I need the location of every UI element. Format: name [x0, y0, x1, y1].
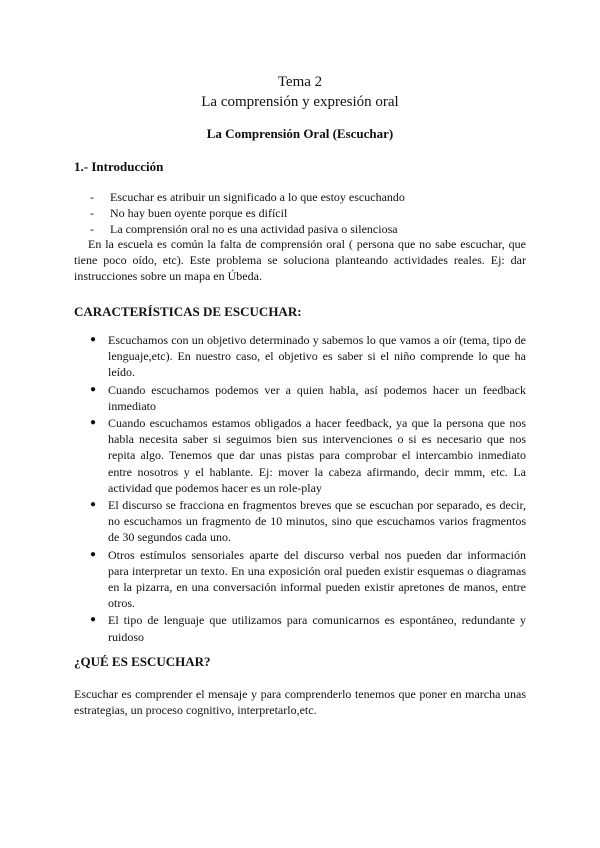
- list-item: [89, 612, 526, 644]
- list-item: [89, 332, 526, 381]
- caracteristicas-list: [89, 332, 526, 646]
- list-item-text: Cuando escuchamos estamos obligados a hacer feedback, ya que la persona que nos habla necesita saber si seguimos bien sus intervenciones o si es necesario que nos repita algo. Tenemos que dar unas pistas para comprobar el intercambio inmediato entre nosotros y el hablante. Ej: mover la cabeza afirmando, decir mmm, etc. La actividad que podemos hacer es un role-play: [108, 416, 526, 495]
- bullet-icon: ●: [90, 383, 97, 395]
- bullet-icon: ●: [90, 417, 97, 429]
- dash-item: - Escuchar es atribuir un significado a lo que estoy escuchando: [90, 189, 530, 205]
- list-item: [89, 497, 526, 546]
- list-item-text: Escuchamos con un objetivo determinado y sabemos lo que vamos a oír (tema, tipo de lenguaje,etc). En nuestro caso, el objetivo es saber si el niño comprende lo que ha leído.: [108, 333, 526, 380]
- caracteristicas-heading: CARACTERÍSTICAS DE ESCUCHAR:: [74, 304, 302, 319]
- document-title: La comprensión y expresión oral: [201, 94, 399, 110]
- list-item-text: Otros estímulos sensoriales aparte del discurso verbal nos pueden dar información para interpretar un texto. En una exposición oral pueden existir esquemas o diagramas en la pizarra, en una conversación informal pueden existir apretones de manos, entre otros.: [108, 547, 526, 611]
- list-item-text: El tipo de lenguaje que utilizamos para comunicarnos es espontáneo, redundante y ruidoso: [108, 613, 526, 644]
- list-item: [89, 415, 526, 496]
- topic-number: Tema 2: [277, 74, 323, 90]
- bullet-icon: ●: [90, 499, 97, 511]
- que-es-heading: ¿QUÉ ES ESCUCHAR?: [74, 654, 211, 669]
- dash-item: - No hay buen oyente porque es difícil: [90, 205, 530, 221]
- list-item: [89, 547, 526, 612]
- section-subtitle: La Comprensión Oral (Escuchar): [206, 126, 394, 141]
- list-item-text: El discurso se fracciona en fragmentos breves que se escuchan por separado, es decir, no escuchamos un fragmento de 10 minutos, sino que escuchamos varios fragmentos de 30 segundos cada uno.: [108, 498, 526, 545]
- intro-heading: 1.- Introducción: [74, 159, 164, 174]
- list-item-text: Cuando escuchamos podemos ver a quien habla, así podemos hacer un feedback inmediato: [108, 382, 526, 413]
- intro-paragraph: En la escuela es común la falta de comprensión oral ( persona que no sabe escuchar, que tiene poco oído, etc). Este problema se soluciona planteando actividades reales. Ej: dar instrucciones sobre un mapa en Úbeda.: [74, 237, 526, 284]
- dash-item: - La comprensión oral no es una actividad pasiva o silenciosa: [90, 221, 530, 237]
- que-es-paragraph: Escuchar es comprender el mensaje y para comprenderlo tenemos que poner en marcha unas estrategias, un proceso cognitivo, interpretarlo,etc.: [74, 687, 526, 718]
- intro-dash-list: [90, 189, 530, 238]
- list-item: [89, 382, 526, 414]
- bullet-icon: ●: [90, 334, 97, 345]
- bullet-icon: ●: [90, 548, 97, 560]
- bullet-icon: ●: [90, 614, 97, 626]
